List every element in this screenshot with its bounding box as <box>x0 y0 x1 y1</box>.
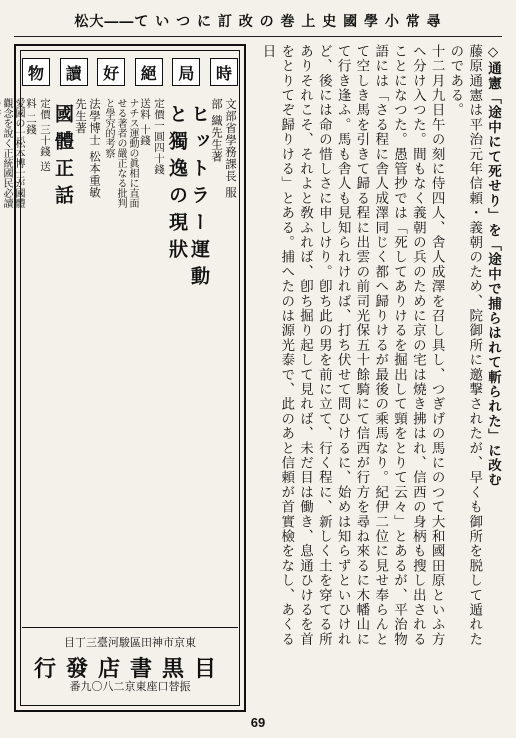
book-advertisement <box>1 44 246 712</box>
publisher-name: 行發店書黒目 <box>33 656 226 682</box>
book-author: 法學博士 松本重敏先生著 <box>74 98 102 199</box>
banner-cell: 好 <box>97 58 125 86</box>
running-header: 松大――て い つ に 訂 改 の 巻 上 史 國 學 小 常 尋 <box>74 14 442 30</box>
main-body-text <box>256 44 502 660</box>
book-title: ヒットラー運動と獨逸の現狀 <box>166 104 210 293</box>
banner-cell: 絕 <box>135 58 163 86</box>
banner-cell: 局 <box>172 58 200 86</box>
book-listing <box>0 98 102 618</box>
banner-cell: 時 <box>210 58 238 86</box>
book-blurb: 愛國の士松本博士が國體觀念を說く正統國民必讀 <box>1 98 24 208</box>
ad-book-list <box>1 98 238 618</box>
book-blurb: ナチス運動の眞相に直面せる著者の嚴正なる批判と學究的考察 <box>103 98 138 208</box>
banner-cell: 物 <box>22 58 50 86</box>
page-number: 69 <box>250 715 266 730</box>
book-listing <box>102 98 238 618</box>
book-author: 文部省學務課長 服部 織先生著 <box>210 98 238 199</box>
section-heading: ◇通憲「途中にて死せり」を「途中で捕らはれて斬られた」に改む <box>485 44 501 488</box>
book-price: 定價 三十錢 送料 二錢 <box>25 98 51 172</box>
publisher-address: 目丁三臺河駿區田神市京東 <box>64 636 196 649</box>
body-paragraph: 藤原通憲は平治元年信頼・義朝のため、院御所に邀撃されたが、早くも御所を脱して遁れたのである。 <box>447 44 483 647</box>
book-price: 定價一圓四十錢 送料 十錢 <box>139 98 165 175</box>
banner-cell: 讀 <box>60 58 88 86</box>
body-paragraph: 十二月九日午の刻に侍四人、舎人成澤を召し具し、つぎげの馬にのつて大和國田原といふ方へ分け入つた。間もなく義朝の兵のために京の宅は燒き拂はれ、信西の身柄も搜し出されることになつた。愚管抄では「死してありけるを掘出して頸をとりて云々」とあるが、平治物語には「さる程に舎人成澤同じく都へ歸りけるが最後の乘馬なり。紀伊二位に見せ奉らんとて空しき馬を引きて歸る程に出雲の前司光保五十餘騎にて信西が行方を尋ね來るに木幡山にて行き逢ふ。馬も舎人も見知られければ、打ち伏せて問ひけるに、始めは知らずといひけれど、後には命の惜しさに申しけり。卽ち此の男を前に立て、行く程に、新しく土を穿てる所ありそれこそ、それよと敎ふれば、卽ち掘り起して見れば、未だ目は働き、息通ひけるを首をとりてぞ歸りける」とある。捕へたのは源光泰で、此のあと信頼が首實檢をなし、あくる日 <box>259 44 445 647</box>
publisher-account: 番九〇八二京東座口替振 <box>69 680 191 693</box>
publisher-footer <box>22 627 238 702</box>
book-title: 國體正話 <box>52 104 74 212</box>
ad-banner <box>22 54 238 90</box>
header-rule <box>14 36 502 37</box>
